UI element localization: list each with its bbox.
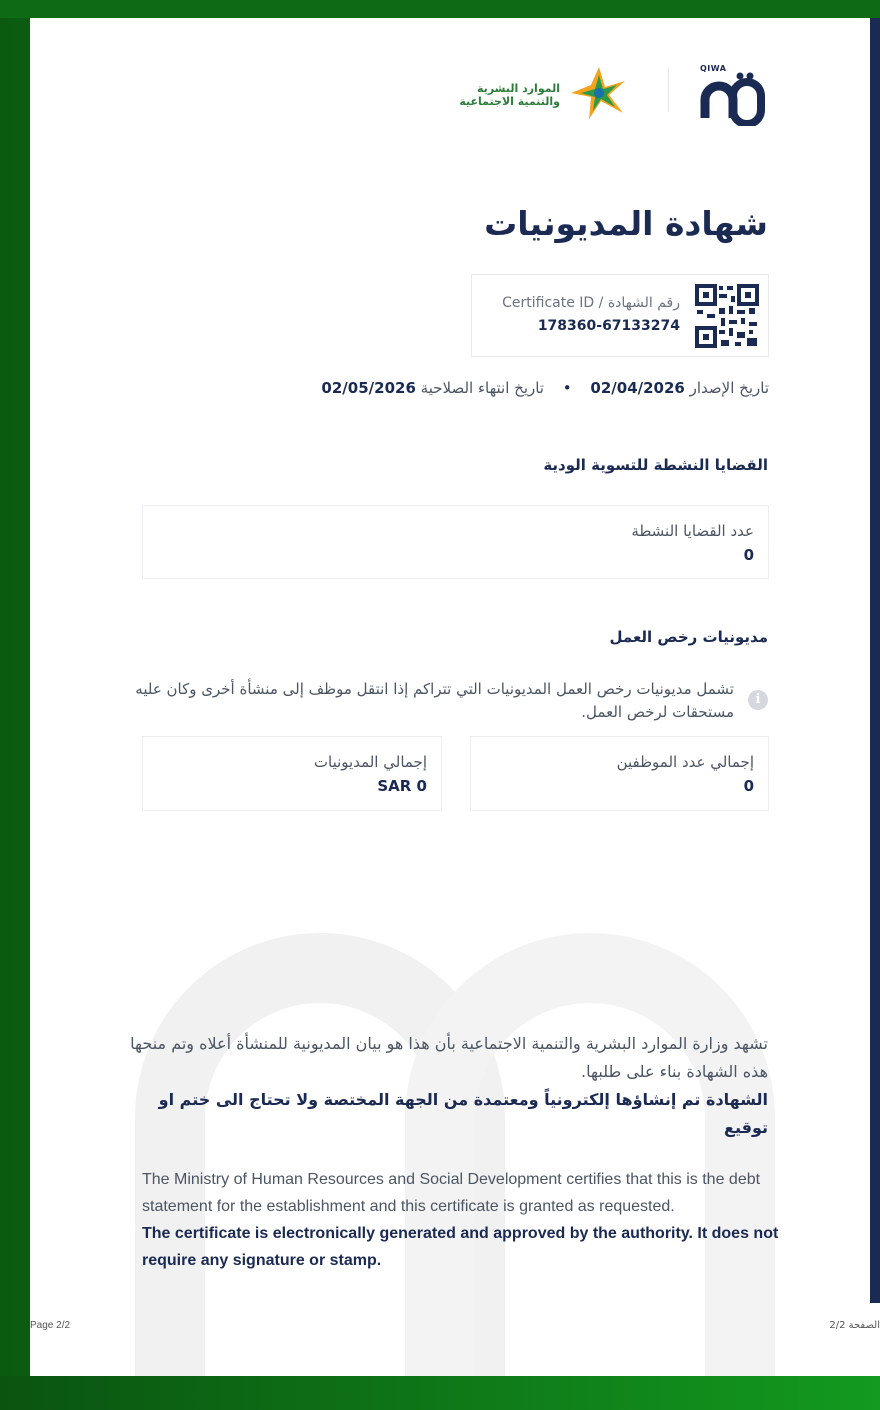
active-cases-title: القضايا النشطة للتسوية الودية [543,456,768,474]
active-cases-count-label: عدد القضايا النشطة [631,522,754,540]
certificate-id-value: 178360-67133274 [537,318,680,334]
total-debt-card [142,736,442,811]
arabic-statement [128,1030,768,1142]
arabic-statement-bold: الشهادة تم إنشاؤها إلكترونياً ومعتمدة من الجهة المختصة ولا تحتاج الى ختم او توقيع [158,1090,768,1137]
ministry-logo-text [440,82,560,108]
qiwa-label: QIWA [700,64,727,73]
info-icon: i [748,690,768,710]
frame-bottom [0,1376,880,1410]
certificate-page [30,18,880,1376]
total-employees-label: إجمالي عدد الموظفين [616,753,754,771]
dates-separator: • [562,379,572,397]
ministry-star-logo-icon [565,63,635,123]
certificate-id-box [471,274,769,357]
expiry-date-label: تاريخ انتهاء الصلاحية [420,379,544,397]
english-statement [142,1166,782,1274]
logo-divider [668,68,669,112]
navy-side-strip [870,18,880,1303]
active-cases-count-value: 0 [743,546,754,564]
work-permits-title: مديونيات رخص العمل [609,628,768,646]
english-statement-text: The Ministry of Human Resources and Social Development certifies that this is the debt statement for the establishment and this certificate is granted as requested. [142,1171,761,1215]
ministry-line-1: الموارد البشرية [477,82,560,95]
work-permits-info-text: تشمل مديونيات رخص العمل المديونيات التي تتراكم إذا انتقل موظف إلى منشأة أخرى وكان عليه مستحقات لرخص العمل. [135,680,734,721]
footer-page-number-ar: الصفحة 2/2 [829,1320,880,1331]
page-title: شهادة المديونيات [484,204,768,243]
total-employees-value: 0 [743,777,754,795]
qr-code-icon [695,284,759,348]
total-debt-value: SAR 0 [377,777,427,795]
frame-top [0,0,880,18]
total-employees-card [470,736,769,811]
total-debt-label: إجمالي المديونيات [313,753,427,771]
dates-row [321,379,769,397]
arabic-statement-text: تشهد وزارة الموارد البشرية والتنمية الاجتماعية بأن هذا هو بيان المديونية للمنشأة أعلاه وتم منحها هذه الشهادة بناء على طلبها. [130,1034,768,1081]
english-statement-bold: The certificate is electronically generated and approved by the authority. It does not require any signature or stamp. [142,1225,779,1269]
ministry-line-2: والتنمية الاجتماعية [459,95,560,108]
issue-date-value: 02/04/2026 [590,379,685,397]
expiry-date-value: 02/05/2026 [321,379,416,397]
certificate-id-label: رقم الشهادة / Certificate ID [502,295,680,311]
issue-date-label: تاريخ الإصدار [689,379,769,397]
footer-page-number-en: Page 2/2 [30,1320,71,1331]
active-cases-card [142,505,769,579]
